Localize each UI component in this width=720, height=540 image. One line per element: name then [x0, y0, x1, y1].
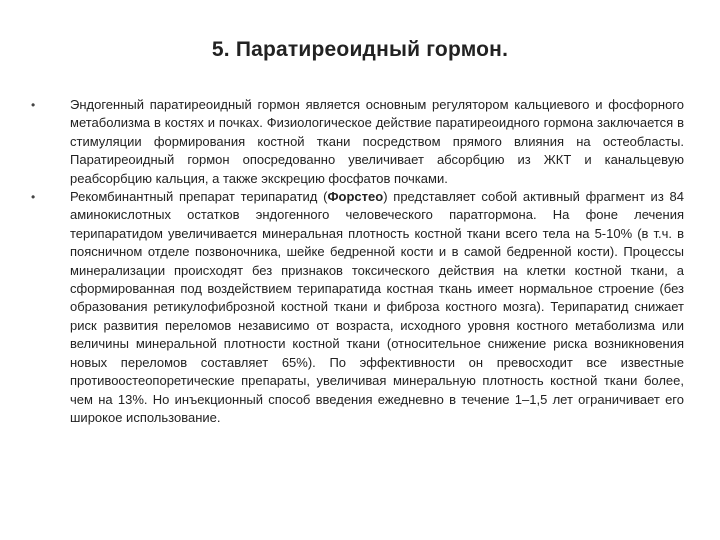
slide-title: 5. Паратиреоидный гормон.: [211, 38, 509, 61]
bullet-text-after: ) представляет собой активный фрагмент из 84 аминокислотных остатков эндогенного человеческого паратгормона. На фоне лечения терипаратидом увеличивается минеральная плотность костной ткани всего тела на 5-10% (в т.ч. в поясничном отделе позвоночника, шейке бедренной кости и в самой бедренной кости). Процессы минерализации происходят без признаков токсического действия на клетки костной ткани, а сформированная под воздействием терипаратида костная ткань имеет нормальное строение (без образования ретикулофиброзной костной ткани и фиброза костного мозга). Терипаратид снижает риск развития переломов независимо от возраста, исходного уровня костного метаболизма или величины минеральной плотности костной ткани (относительное снижение риска возникновения новых переломов составляет 65%). По эффективности он превосходит все известные противоостеопоретические препараты, увеличивая минеральную плотность костной ткани более, чем на 13%. Но инъекционный способ введения ежедневно в течение 1–1,5 лет ограничивает его широкое использование.: [70, 189, 684, 425]
bullet-dot-icon: •: [31, 98, 36, 112]
bullet-list: [28, 96, 684, 427]
bullet-item-teriparatide: [28, 188, 684, 427]
bullet-dot-icon: •: [31, 190, 36, 205]
bullet-item-endogenous-pth: [28, 96, 684, 188]
bullet-text-before: Рекомбинантный препарат терипаратид (: [70, 189, 328, 205]
drug-brand-name: Форстео: [327, 189, 384, 205]
bullet-text: Эндогенный паратиреоидный гормон является основным регулятором кальциевого и фосфорного метаболизма в костях и почках. Физиологическое действие паратиреоидного гормона заключается в стимуляции формирования костной ткани посредством прямого влияния на остеобласты. Паратиреоидный гормон опосредованно увеличивает абсорбцию из ЖКТ и канальцевую реабсорбцию кальция, а также экскрецию фосфатов почками.: [70, 97, 684, 186]
